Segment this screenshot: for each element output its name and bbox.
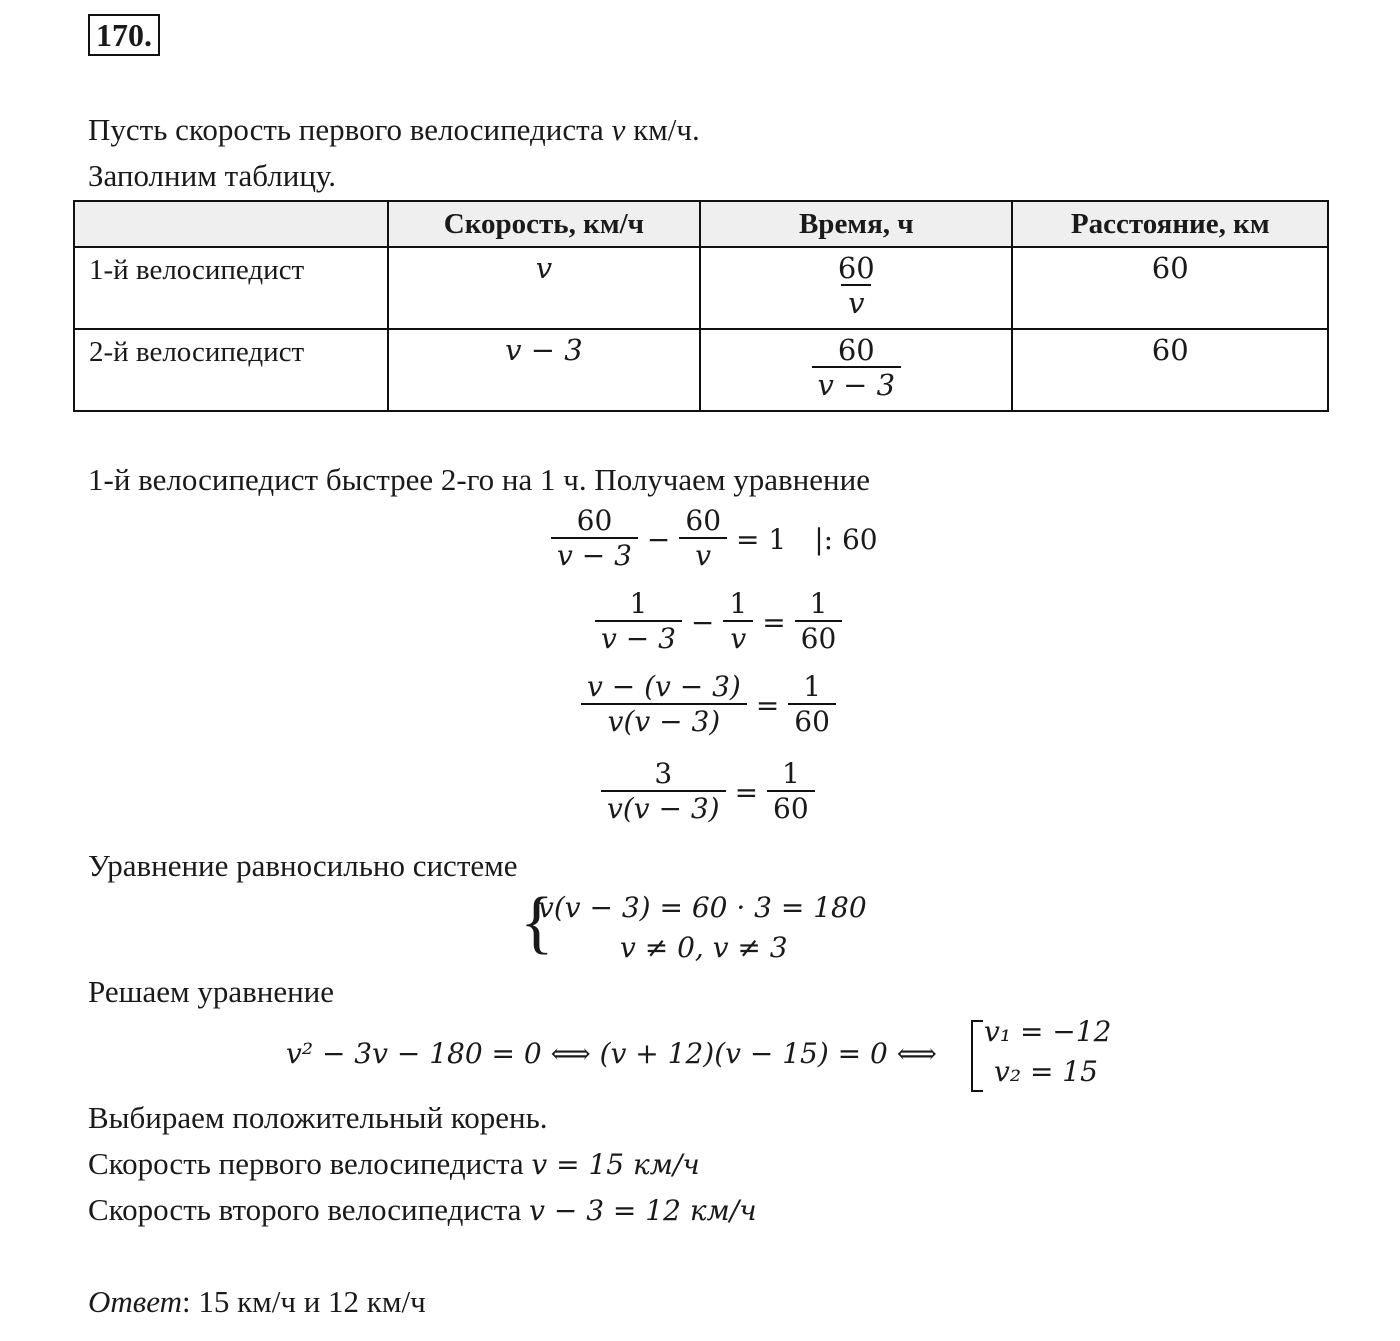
fraction: $\frac{1}{v - 3}$	[595, 588, 682, 656]
header-empty	[74, 201, 388, 247]
data-table	[73, 200, 1329, 412]
quadratic-main: v² − 3v − 180 = 0 ⟺ (v + 12)(v − 15) = 0 ⟺	[286, 1037, 937, 1070]
row-speed	[388, 329, 700, 411]
equation-1: $\frac{60}{v - 3}$ − $\frac{60}{v}$ = 1 |: 60	[548, 505, 878, 573]
row-speed	[388, 247, 700, 329]
header-time: Время, ч	[700, 201, 1012, 247]
row-label: 2-й велосипедист	[74, 329, 388, 411]
numerator: 60	[837, 251, 875, 285]
speed-first: Скорость первого велосипедиста v = 15 км/ч	[88, 1146, 700, 1181]
root-2: v₂ = 15	[994, 1055, 1098, 1088]
numerator: 60	[837, 333, 875, 367]
system-line-2: v ≠ 0, v ≠ 3	[620, 931, 788, 964]
intro-line-1	[88, 112, 700, 148]
equation-4: $\frac{3}{v(v - 3)}$ = $\frac{1}{60}$	[598, 758, 818, 826]
table-row	[74, 247, 1328, 329]
intro-text-b: км/ч.	[625, 112, 700, 147]
divide-note: |: 60	[814, 522, 878, 556]
time-fraction	[832, 252, 881, 320]
speed-second: Скорость второго велосипедиста v − 3 = 12 км/ч	[88, 1192, 757, 1227]
intro-line-2: Заполним таблицу.	[88, 158, 337, 193]
table-header-row	[74, 201, 1328, 247]
paragraph-positive-root: Выбираем положительный корень.	[88, 1100, 548, 1135]
table-row	[74, 329, 1328, 411]
equation-3: $\frac{v - (v - 3)}{v(v - 3)}$ = $\frac{1}{60}$	[578, 671, 839, 739]
fraction: $\frac{60}{v - 3}$	[551, 505, 638, 573]
square-bracket	[971, 1020, 983, 1092]
system-line-1: v(v − 3) = 60 · 3 = 180	[538, 891, 867, 924]
equation-2: $\frac{1}{v - 3}$ − $\frac{1}{v}$ = $\frac{1}{60}$	[592, 588, 845, 656]
intro-variable: v	[611, 112, 626, 147]
curly-brace: {	[520, 884, 554, 961]
fraction: $\frac{1}{60}$	[795, 588, 843, 656]
denominator: v	[848, 286, 865, 320]
header-speed: Скорость, км/ч	[388, 201, 700, 247]
fraction: $\frac{v - (v - 3)}{v(v - 3)}$	[581, 671, 747, 739]
quadratic-equation	[286, 1014, 1146, 1094]
speed-value: v − 3	[505, 333, 583, 367]
answer-label: Ответ	[88, 1284, 182, 1319]
intro-text-a: Пусть скорость первого велосипедиста	[88, 112, 612, 147]
fraction: $\frac{1}{v}$	[723, 588, 753, 656]
header-distance: Расстояние, км	[1012, 201, 1328, 247]
speed-value: v	[535, 251, 553, 285]
fraction: $\frac{60}{v}$	[679, 505, 727, 573]
row-label: 1-й велосипедист	[74, 247, 388, 329]
fraction: $\frac{3}{v(v - 3)}$	[601, 758, 726, 826]
row-time	[700, 247, 1012, 329]
row-time	[700, 329, 1012, 411]
answer	[88, 1284, 426, 1320]
time-fraction	[812, 334, 902, 402]
answer-text: : 15 км/ч и 12 км/ч	[181, 1284, 426, 1319]
denominator: v − 3	[817, 368, 896, 402]
paragraph-equation-intro: 1-й велосипедист быстрее 2-го на 1 ч. Получаем уравнение	[88, 462, 870, 497]
problem-number: 170.	[88, 14, 160, 56]
fraction: $\frac{1}{60}$	[788, 671, 836, 739]
root-1: v₁ = −12	[984, 1015, 1112, 1048]
fraction: $\frac{1}{60}$	[767, 758, 815, 826]
row-distance: 60	[1012, 329, 1328, 411]
paragraph-system-intro: Уравнение равносильно системе	[88, 848, 518, 883]
paragraph-solve: Решаем уравнение	[88, 974, 335, 1009]
row-distance: 60	[1012, 247, 1328, 329]
